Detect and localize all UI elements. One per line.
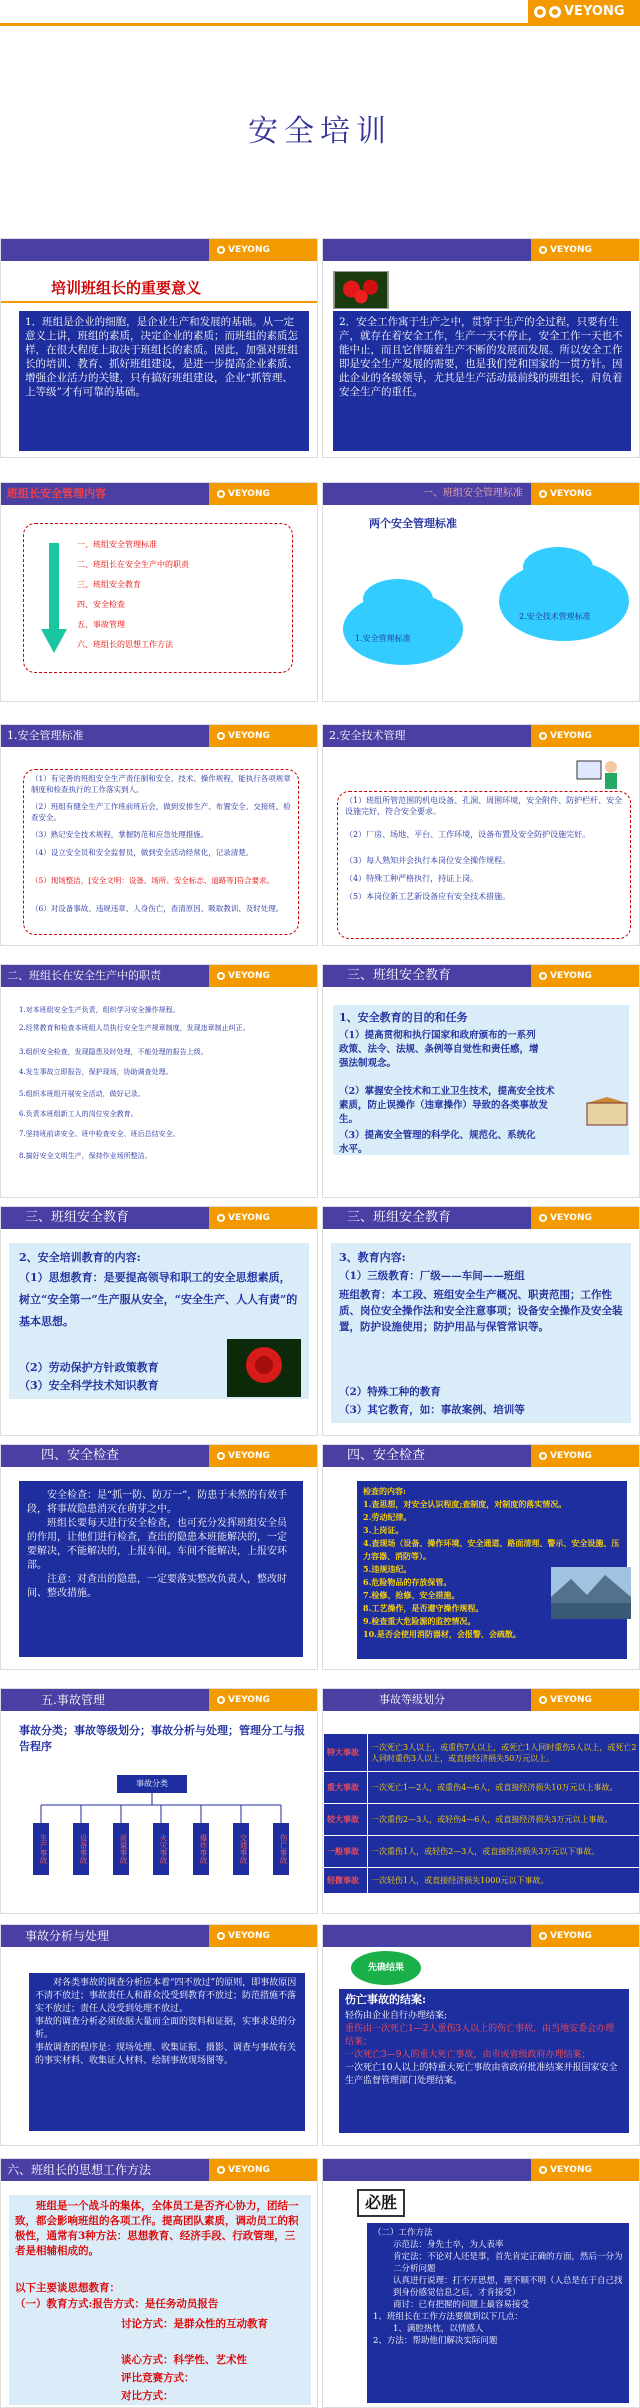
list-item: 3.上岗证。 [363,1525,404,1535]
flower-photo [333,271,389,309]
list-item: 1、满腔热忱，以情感人 [393,2324,484,2334]
flow-leaf: 火灾事故 [153,1823,169,1875]
brand-mark-icon [539,1932,547,1940]
brand-name: VEYONG [228,1213,270,1223]
list-item: 4.发生事故立即报告，保护现场，协助调查处理。 [19,1068,173,1076]
tag-burst: 先确结果 [351,1951,421,1985]
section-heading: 1、安全教育的目的和任务 [339,1011,468,1024]
level-desc: 一次重伤2—3人，或轻伤4—6人，或直接经济损失3万元以上事故。 [368,1804,640,1836]
brand-mark-icon [549,6,561,18]
brand-logo [209,965,317,987]
level-name: 重大事故 [324,1772,368,1804]
list-item: 1.查思想，对安全认识程度;查制度，对制度的落实情况。 [363,1499,567,1509]
title-slide [0,26,640,234]
list-item: （2）厂房、场地、平台、工作环境，设备布置及安全防护设施完好。 [345,830,591,839]
brand-logo [209,725,317,747]
book-icon [585,1095,629,1129]
list-item: 5.组织本班组开展安全活动，做好记录。 [19,1090,145,1098]
list-head: 检查的内容: [363,1486,406,1496]
slide-header: 四、安全检查 [1,1445,211,1467]
table-row [324,1868,640,1894]
list-item: 6.危险物品的存放保管。 [363,1577,452,1587]
slide-header: 事故分析与处理 [1,1925,211,1947]
paragraph: 班组教育：本工段、班组安全生产概况、职责范围；工作性质、岗位安全操作法和安全注意事项；设备安全操作及安全装置，防护设施使用；防护用品与保管常识等。 [339,1289,623,1333]
list-item: 认真进行说理：打不开思想，理不顺不明（人总是在于自己找到身份感觉信息之后，才肯接受） [393,2276,623,2298]
paragraph: （一）教育方式:报告方式：是任务动员报告 [15,2298,219,2310]
content-box: 2．安全工作寓于生产之中，贯穿于生产的全过程，只要有生产，就存在着安全工作，生产一天不停止，安全工作一天也不能中止，而且它伴随着生产不断的发展而发展。所以安全工作即是安全生产发展的需要，也是我们党和国家的一贯方针。因此企业的各级领导，尤其是生产活动最前线的班组长，肩负着安全生产的重任。 [333,311,631,451]
flow-leaf: 生产事故 [33,1823,49,1875]
table-row [324,1836,640,1868]
brand-logo [531,1445,639,1467]
list-item: 示范法：身先士卒，为人表率 [393,2240,504,2250]
slide-inspection-2 [322,1444,640,1670]
table-row [324,1772,640,1804]
list-item: （3）熟记安全技术规程，掌握防范和应急处理措施。 [31,830,209,839]
list-item: （4）设立安全员和安全监督员，做到安全活动经常化，记录清楚。 [31,848,254,857]
slide-contents [0,482,318,702]
brand-logo [531,1925,639,1947]
tree-connector [31,1793,291,1823]
paragraph: 重伤由一次死亡1—2人重伤3人以上的伤亡事故，由当地安委会办理结案； [345,2024,615,2047]
brand-logo [209,1445,317,1467]
paragraph: 事故的调查分析必须依据大量而全面的资料和证据，实事求是的分析。 [35,2017,297,2040]
contents-item[interactable]: 六、班组长的思想工作方法 [77,640,173,649]
deck-title: 安全培训 [248,114,392,149]
brand-mark-icon [217,972,225,980]
slide-work-methods [322,2158,640,2408]
rose-photo [227,1339,301,1397]
slide-mgmt-standard [0,724,318,946]
slide-methods [0,2158,318,2408]
paragraph: 注意：对查出的隐患，一定要落实整改负责人，整改时间、整改措施。 [27,1574,287,1599]
slide-header [1,239,211,261]
brand-logo [531,483,639,505]
list-item: （5）本岗位新工艺新设备应有安全技术措施。 [345,892,511,901]
list-item: 肯定法：不论对人还是事，首先肯定正确的方面，然后一分为二分析问题 [393,2252,623,2274]
level-desc: 一次死亡1—2人，或重伤4—6人，或直接经济损失10万元以上事故。 [368,1772,640,1804]
brand-name: VEYONG [228,245,270,255]
slide-header: 事故等级划分 [323,1689,533,1711]
brand-mark-icon [217,1452,225,1460]
brand-mark-icon [217,1696,225,1704]
brand-logo [531,725,639,747]
brand-mark-icon [539,732,547,740]
content-box [339,1989,629,2133]
brand-logo [209,1207,317,1229]
slide-inspection-1 [0,1444,318,1670]
section-heading: 伤亡事故的结案: [345,1993,427,2006]
paragraph: （1）思想教育：是要提高领导和职工的安全思想素质，树立“安全第一”生产服从安全，“安全生产、人人有责”的基本思想。 [19,1271,298,1328]
slide-accident-mgmt [0,1688,318,1914]
brand-mark-icon [539,1214,547,1222]
list-item: 10.是否会使用消防器材，会报警、会疏散。 [363,1629,521,1639]
section-heading: 以下主要谈思想教育： [15,2282,120,2294]
paragraph: （1）提高贯彻和执行国家和政府颁布的一系列政策、法令、法规、条例等自觉性和责任感，增强法制观念。 [339,1030,539,1069]
list-item: 9.检查重大危险源的监控情况。 [363,1616,476,1626]
table-row [324,1734,640,1772]
brand-logo [531,1207,639,1229]
cloud-shape [523,547,593,587]
brand-name: VEYONG [228,2165,270,2175]
list-item: 5.违规违纪。 [363,1564,412,1574]
brand-mark-icon [539,246,547,254]
paragraph: 对比方式： [121,2390,174,2402]
standard-1: 1.安全管理标准 [355,634,411,643]
content-box [29,1973,305,2131]
slide-header: 2.安全技术管理 [323,725,533,747]
paragraph: 班组长要每天进行安全检查，也可充分发挥班组安全员的作用，让他们进行检查，查出的隐患本班能解决的，一定要解决，不能解决的，上报车间。车间不能解决，上报安环部。 [27,1518,287,1571]
list-item: 8.搞好安全文明生产，保持作业场所整洁。 [19,1152,152,1160]
contents-item[interactable]: 三、班组安全教育 [77,580,141,589]
paragraph: 评比竞赛方式： [121,2372,195,2384]
level-desc: 一次轻伤1人，或直接经济损失1000元以下事故。 [368,1868,640,1894]
paragraph: 事故调查的程序是：现场处理、收集证据、摄影、调查与事故有关的事实材料、收集证人材料、绘制事故现场图等。 [35,2043,297,2066]
title-underline [1,301,318,303]
list-item: （1）班组所管范围的机电设备、孔洞、周围环境，安全附件、防护栏杆、安全设施完好，符合安全要求。 [345,796,623,816]
paragraph: 一次死亡10人以上的特重大死亡事故由省政府批准结案并报国家安全生产监督管理部门处理结案。 [345,2063,618,2086]
paragraph: （2）劳动保护方针政策教育 [19,1361,159,1374]
slide-header: 三、班组安全教育 [1,1207,211,1229]
list-item: 1.对本班组安全生产负责，组织学习安全操作规程。 [19,1006,180,1014]
level-name: 较大事故 [324,1804,368,1836]
slide-analysis [0,1924,318,2146]
paragraph: 班组是一个战斗的集体，全体员工是否齐心协力，团结一致，都会影响班组的各项工作。提高团队素质，调动员工的积极性，通常有3种方法：思想教育、经济手段、行政管理，三者是相辅相成的。 [15,2200,299,2257]
list-item: 1、班组长在工作方法要做到以下几点： [373,2312,523,2322]
level-desc: 一次重伤1人，或轻伤2—3人，或直接经济损失3万元以下事故。 [368,1836,640,1868]
level-name: 一般事故 [324,1836,368,1868]
slide-header [323,2159,533,2181]
list-item: 2.经常教育和检查本班组人员执行安全生产规章制度，发现违章制止纠正。 [19,1024,250,1032]
contents-item[interactable]: 四、安全检查 [77,600,125,609]
list-item: （2）班组有健全生产工作班前班后会，做到安排生产、布置安全、交接班、检查安全。 [31,802,291,822]
slide-accident-levels [322,1688,640,1914]
paragraph: 对各类事故的调查分析应本着“四不放过”的原则，即事故原因不清不放过；事故责任人和群众没受到教育不放过；防范措施不落实不放过；责任人没受到处理不放过。 [35,1978,297,2014]
brand-mark-icon [217,2166,225,2174]
brand-name: VEYONG [550,1695,592,1705]
brand-mark-icon [539,972,547,980]
paragraph: （3）安全科学技术知识教育 [19,1379,159,1392]
brand-name: VEYONG [550,489,592,499]
slide-case-closure [322,1924,640,2146]
brand-mark-icon [217,1932,225,1940]
slide-header: 二、班组长在安全生产中的职责 [1,965,211,987]
paragraph: （1）三级教育：厂级——车间——班组 [339,1270,525,1282]
level-desc: 一次死亡3人以上，或重伤7人以上，或死亡1人同时重伤5人以上，或死亡2人同时重伤3人以上，或直接经济损失50万元以上。 [368,1734,640,1772]
slide-header: 三、班组安全教育 [323,1207,533,1229]
contents-item[interactable]: 五、事故管理 [77,620,125,629]
standard-2: 2.安全技术管理标准 [519,612,591,621]
lake-photo [551,1567,631,1619]
content-box [19,1481,303,1657]
list-item: 6.负责本班组新工人的岗位安全教育。 [19,1110,138,1118]
slide-safety-work [322,238,640,458]
slide-header: 1.安全管理标准 [1,725,211,747]
flow-root: 事故分类 [117,1775,187,1793]
brand-logo [209,1689,317,1711]
top-banner [0,0,640,26]
level-name: 轻微事故 [324,1868,368,1894]
list-item: （1）有完善的班组安全生产责任制和安全、技术、操作规程，能执行各项规章制度和检查执行的工作落实到人。 [31,774,291,794]
paragraph: 一次死亡3—9人的重大死亡事故，由市或省级政府办理结案； [345,2050,591,2060]
slide-education-2 [0,1206,318,1436]
brand-logo [531,2159,639,2181]
contents-item[interactable]: 二、班组长在安全生产中的职责 [77,560,189,569]
paragraph: （3）其它教育，如：事故案例、培训等 [339,1404,525,1416]
list-item: 7.坚持班前讲安全、班中检查安全、班后总结安全。 [19,1130,180,1138]
brand-name: VEYONG [550,2165,592,2175]
paragraph: 轻伤由企业自行办理结案; [345,2011,448,2021]
brand-mark-icon [539,1696,547,1704]
brand-mark-icon [539,2166,547,2174]
slide-duties [0,964,318,1198]
list-item: 2.劳动纪律。 [363,1512,412,1522]
list-item: （3）每人熟知并会执行本岗位安全操作规程。 [345,856,511,865]
brand-logo [528,0,640,23]
worker-icon [573,755,623,795]
brand-name: VEYONG [550,1931,592,1941]
slide-header: 五.事故管理 [1,1689,211,1711]
brand-logo [209,2159,317,2181]
slide-header: 四、安全检查 [323,1445,533,1467]
slide-header: 一、班组安全管理标准 [323,483,533,505]
brand-logo [209,239,317,261]
paragraph: （2）掌握安全技术和工业卫生技术，提高安全技术素质，防止误操作（违章操作）导致的各类事故发生。 [339,1086,555,1125]
slide-education-3 [322,1206,640,1436]
list-item: （5）现场整洁，[安全文明：设备、场所、安全标志、道路等]符合要求。 [31,876,275,885]
down-arrow-icon [41,543,67,653]
sign-board: 必胜 [357,2189,405,2217]
slide-tech-standard [322,724,640,946]
paragraph: 安全检查：是“抓一防、防万一”，防患于未然的有效手段，将事故隐患消灭在萌芽之中。 [27,1490,288,1515]
slide-title: 培训班组长的重要意义 [51,279,202,297]
brand-mark-icon [534,6,546,18]
flow-leaf: 伤亡事故 [273,1823,289,1875]
list-item: 7.检修、抢修、安全措施。 [363,1590,460,1600]
contents-item[interactable]: 一、班组安全管理标准 [77,540,157,549]
brand-name: VEYONG [228,489,270,499]
brand-name: VEYONG [550,731,592,741]
list-item: 8.工艺操作，是否遵守操作规程。 [363,1603,484,1613]
slide-header [323,1925,533,1947]
brand-mark-icon [217,490,225,498]
brand-mark-icon [539,490,547,498]
brand-name: VEYONG [550,1451,592,1461]
brand-mark-icon [217,1214,225,1222]
content-box: 1．班组是企业的细胞，是企业生产和发展的基础。从一定意义上讲，班组的素质，决定企业的素质；而班组的素质怎样，在很大程度上取决于班组长的素质。因此，加强对班组长的培训、教育、抓好班组建设，是进一步提高企业素质、增强企业活力的关键，只有搞好班组建设，企业“抓管理、上等级”才有可靠的基础。 [19,311,309,451]
content-box [367,2223,629,2403]
brand-mark-icon [217,732,225,740]
brand-logo [531,965,639,987]
slide-importance [0,238,318,458]
list-item: 4.查现场（设备、操作环境、安全通道、路面清理、警示、安全设施、压力容器、消防等）。 [363,1538,620,1561]
list-item: （6）对设备事故、违规违章、人身伤亡，查清原因、吸取教训、及时处理。 [31,904,284,913]
section-heading: 3、教育内容: [339,1251,406,1264]
flow-leaf: 质量事故 [113,1823,129,1875]
paragraph: 事故分类；事故等级划分；事故分析与处理；管理分工与报告程序 [19,1724,305,1753]
paragraph: 谈心方式：科学性、艺术性 [121,2354,247,2366]
subtitle: 两个安全管理标准 [369,517,457,530]
section-heading: （二）工作方法 [373,2228,433,2238]
list-item: 商讨：已有把握的问题上最容易接受 [393,2300,530,2310]
levels-table [323,1733,640,1894]
paragraph: （3）提高安全管理的科学化、规范化、系统化水平。 [339,1130,536,1155]
list-item: 3.组织安全检查，发现隐患及时处理，不能处理的报告上级。 [19,1048,208,1056]
cloud-shape [363,579,433,619]
brand-name: VEYONG [550,1213,592,1223]
brand-name: VEYONG [228,731,270,741]
brand-logo [531,239,639,261]
slide-education-1 [322,964,640,1198]
paragraph: 讨论方式：是群众性的互动教育 [121,2318,268,2330]
brand-logo [209,1925,317,1947]
list-item: 2、方法：帮助他们解决实际问题 [373,2336,498,2346]
flow-leaf: 爆炸事故 [193,1823,209,1875]
level-name: 特大事故 [324,1734,368,1772]
flow-leaf: 交通事故 [233,1823,249,1875]
brand-name: VEYONG [550,971,592,981]
brand-logo [531,1689,639,1711]
brand-name: VEYONG [228,1931,270,1941]
brand-name: VEYONG [228,1451,270,1461]
slide-header: 班组长安全管理内容 [1,483,211,505]
slide-header [323,239,533,261]
slide-header: 三、班组安全教育 [323,965,533,987]
flow-leaf: 设备事故 [73,1823,89,1875]
brand-name: VEYONG [228,971,270,981]
brand-mark-icon [539,1452,547,1460]
brand-name: VEYONG [550,245,592,255]
brand-name: VEYONG [564,4,625,19]
table-row [324,1804,640,1836]
brand-name: VEYONG [228,1695,270,1705]
slide-two-standards [322,482,640,702]
list-item: （4）特殊工种严格执行，持证上岗。 [345,874,479,883]
section-heading: 2、安全培训教育的内容: [19,1251,141,1264]
brand-mark-icon [217,246,225,254]
brand-logo [209,483,317,505]
paragraph: （2）特殊工种的教育 [339,1386,441,1398]
slide-header: 六、班组长的思想工作方法 [1,2159,211,2181]
